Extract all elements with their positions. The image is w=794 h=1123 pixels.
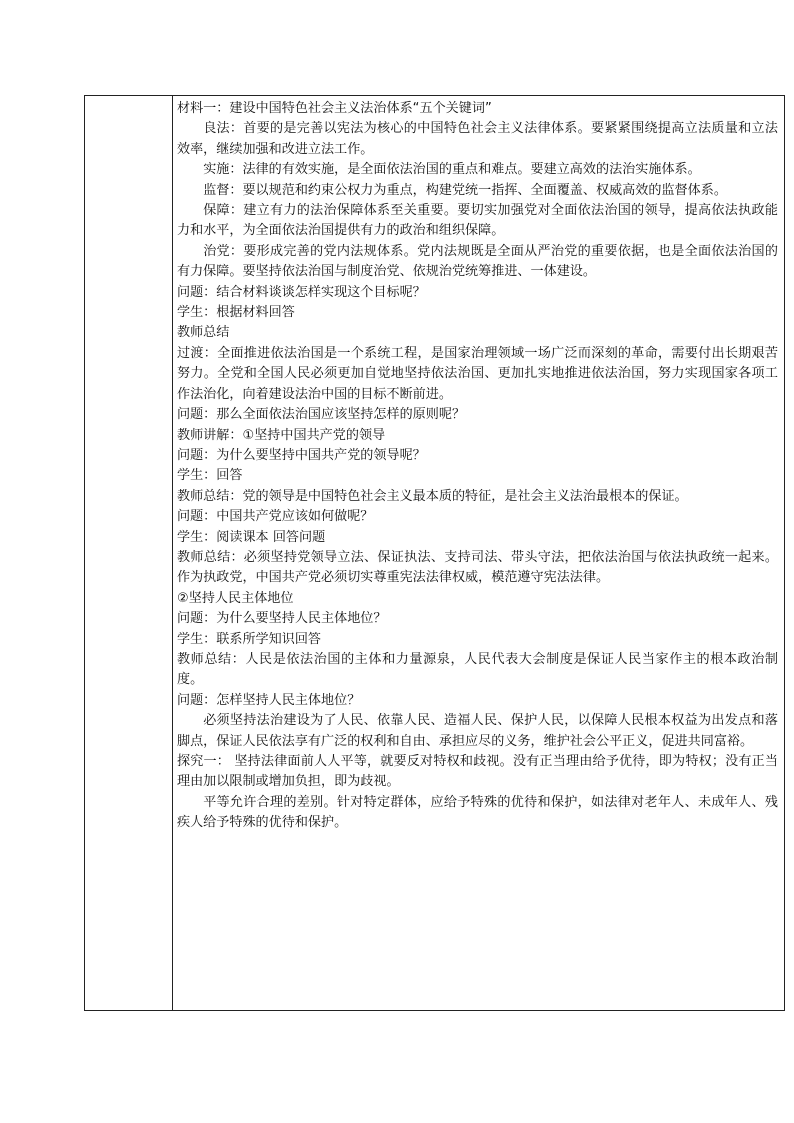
- paragraph: 问题：中国共产党应该如何做呢？: [177, 509, 374, 525]
- paragraph: 学生：根据材料回答: [177, 305, 295, 321]
- lesson-table: [84, 95, 785, 1011]
- paragraph: 问题：结合材料谈谈怎样实现这个目标呢？: [177, 284, 426, 300]
- left-column: [85, 96, 173, 1010]
- paragraph: 问题：为什么要坚持中国共产党的领导呢？: [177, 447, 426, 463]
- paragraph: 问题：那么全面依法治国应该坚持怎样的原则呢？: [177, 407, 466, 423]
- paragraph: 问题：怎样坚持人民主体地位？: [177, 692, 361, 708]
- paragraph: 材料一：建设中国特色社会主义法治体系“五个关键词”: [177, 101, 492, 116]
- paragraph: 学生：回答: [177, 468, 243, 484]
- paragraph: 监督：要以规范和约束公权力为重点，构建党统一指挥、全面覆盖、权威高效的监督体系。: [203, 182, 727, 198]
- paragraph: 教师讲解：①坚持中国共产党的领导: [177, 427, 386, 443]
- paragraph: 实施：法律的有效实施，是全面依法治国的重点和难点。要建立高效的法治实施体系。: [203, 162, 701, 178]
- paragraph: 教师总结：党的领导是中国特色社会主义最本质的特征，是社会主义法治最根本的保证。: [177, 488, 688, 504]
- paragraph: ②坚持人民主体地位: [177, 590, 294, 606]
- paragraph: 保障：建立有力的法治保障体系至关重要。要切实加强党对全面依法治国的领导，提高依法执政能力和水平，为全面依法治国提供有力的政治和组织保障。: [177, 203, 778, 239]
- paragraph: 必须坚持法治建设为了人民、依靠人民、造福人民、保护人民，以保障人民根本权益为出发点和落脚点，保证人民依法享有广泛的权利和自由、承担应尽的义务，维护社会公平正义，促进共同富裕。: [177, 713, 778, 749]
- paragraph: 良法：首要的是完善以宪法为核心的中国特色社会主义法律体系。要紧紧围绕提高立法质量和立法效率，继续加强和改进立法工作。: [177, 121, 778, 157]
- paragraph: 平等允许合理的差别。针对特定群体，应给予特殊的优待和保护，如法律对老年人、未成年人、残疾人给予特殊的优待和保护。: [177, 794, 778, 831]
- paragraph: 治党：要形成完善的党内法规体系。党内法规既是全面从严治党的重要依据，也是全面依法治国的有力保障。要坚持依法治国与制度治党、依规治党统筹推进、一体建设。: [177, 243, 778, 280]
- paragraph: 问题：为什么要坚持人民主体地位？: [177, 611, 387, 627]
- paragraph: 教师总结：必须坚持党领导立法、保证执法、支持司法、带头守法，把依法治国与依法执政统一起来。作为执政党，中国共产党必须切实尊重宪法法律权威，模范遵守宪法法律。: [177, 549, 778, 586]
- paragraph: 学生：联系所学知识回答: [177, 631, 322, 647]
- content-cell: [173, 96, 784, 1010]
- paragraph: 过渡：全面推进依法治国是一个系统工程，是国家治理领域一场广泛而深刻的革命，需要付出长期艰苦努力。全党和全国人民必须更加自觉地坚持依法治国、更加扎实地推进依法治国，努力实现国家各项工作法治化，向着建设法治中国的目标不断前进。: [177, 345, 778, 402]
- paragraph: 教师总结: [177, 325, 230, 341]
- paragraph: 探究一： 坚持法律面前人人平等，就要反对特权和歧视。没有正当理由给予优待，即为特权；没有正当理由加以限制或增加负担，即为歧视。: [177, 754, 778, 790]
- paragraph: 学生：阅读课本 回答问题: [177, 529, 326, 545]
- paragraph: 教师总结：人民是依法治国的主体和力量源泉，人民代表大会制度是保证人民当家作主的根本政治制度。: [177, 651, 778, 688]
